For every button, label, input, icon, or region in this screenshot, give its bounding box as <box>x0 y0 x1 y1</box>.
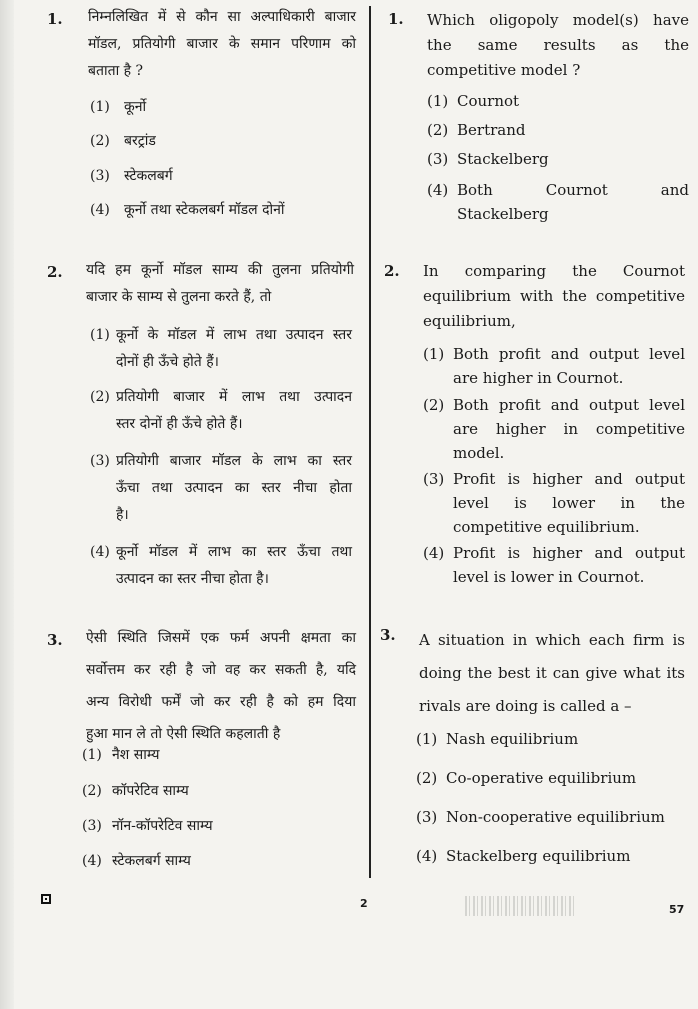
option: (4) Profit is higher and output level is lower in Cournot. <box>423 544 685 586</box>
option: (3) नॉन-कॉपरेटिव साम्य <box>82 818 213 834</box>
option: (2) Bertrand <box>427 121 526 139</box>
paper-code: 57 <box>669 903 685 916</box>
barcode-icon <box>465 896 575 916</box>
question-number: 1. <box>47 10 63 28</box>
page-number: 2 <box>360 897 368 910</box>
option: (1) कूर्नो के मॉडल में लाभ तथा उत्पादन स्तर दोनों ही ऊँचे होते हैं। <box>90 327 352 370</box>
option: (3) Stackelberg <box>427 150 549 168</box>
question-stem: Which oligopoly model(s) have the same results as the competitive model ? <box>427 11 689 79</box>
column-divider <box>369 6 371 878</box>
option: (1) Cournot <box>427 92 520 110</box>
option: (2) प्रतियोगी बाजार में लाभ तथा उत्पादन स्तर दोनों ही ऊँचे होते हैं। <box>90 389 352 432</box>
option: (2) कॉपरेटिव साम्य <box>82 783 189 799</box>
option: (2) Both profit and output level are higher in competitive model. <box>423 396 685 462</box>
option: (4) Both Cournot and Stackelberg <box>427 181 689 223</box>
question-number: 2. <box>384 262 400 280</box>
question-stem: A situation in which each firm is doing the best it can give what its rivals are doing is called a – <box>419 631 685 715</box>
question-number: 2. <box>47 263 63 281</box>
option: (1) कूर्नो <box>90 99 147 115</box>
option: (3) प्रतियोगी बाजार मॉडल के लाभ का स्तर ऊँचा तथा उत्पादन का स्तर नीचा होता है। <box>90 453 352 523</box>
question-number: 1. <box>388 10 404 28</box>
option: (4) कूर्नो मॉडल में लाभ का स्तर ऊँचा तथा उत्पादन का स्तर नीचा होता है। <box>90 544 352 587</box>
question-number: 3. <box>47 631 63 649</box>
option: (4) कूर्नो तथा स्टेकलबर्ग मॉडल दोनों <box>90 202 285 218</box>
option: (1) Both profit and output level are higher in Cournot. <box>423 345 685 387</box>
question-stem: निम्नलिखित में से कौन सा अल्पाधिकारी बाजार मॉडल, प्रतियोगी बाजार के समान परिणाम को बताता है ? <box>88 9 356 79</box>
option: (4) Stackelberg equilibrium <box>416 847 631 865</box>
option: (4) स्टेकलबर्ग साम्य <box>82 853 191 869</box>
option: (2) बरट्रांड <box>90 133 156 149</box>
option: (1) Nash equilibrium <box>416 730 579 748</box>
corner-marker-icon <box>41 894 51 904</box>
question-stem: यदि हम कूर्नो मॉडल साम्य की तुलना प्रतियोगी बाजार के साम्य से तुलना करते हैं, तो <box>86 262 354 305</box>
question-stem: ऐसी स्थिति जिसमें एक फर्म अपनी क्षमता का सर्वोत्तम कर रही है जो वह कर सकती है, यदि अन्य विरोधी फर्में जो कर रही है को हम दिया हुआ मान ले तो ऐसी स्थिति कहलाती है <box>86 630 356 742</box>
option: (3) स्टेकलबर्ग <box>90 168 173 184</box>
question-stem: In comparing the Cournot equilibrium with the competitive equilibrium, <box>423 262 685 330</box>
option: (3) Non-cooperative equilibrium <box>416 808 665 826</box>
option: (2) Co-operative equilibrium <box>416 769 637 787</box>
page-edge <box>0 0 14 1009</box>
option: (1) नैश साम्य <box>82 747 160 763</box>
option: (3) Profit is higher and output level is lower in the competitive equilibrium. <box>423 470 685 536</box>
question-number: 3. <box>380 626 396 644</box>
